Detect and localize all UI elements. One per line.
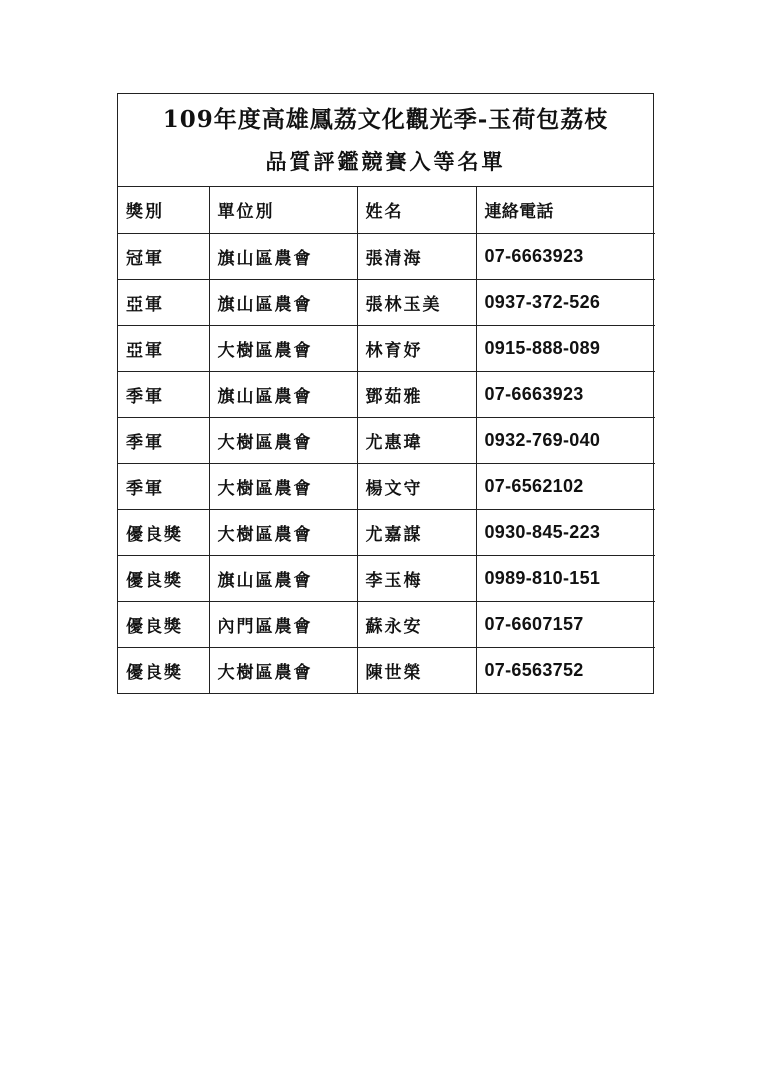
phone-cell: 0915-888-089 <box>476 325 655 371</box>
unit-cell: 大樹區農會 <box>209 647 357 693</box>
header-award-category: 獎別 <box>118 187 209 233</box>
phone-cell: 07-6663923 <box>476 233 655 279</box>
document-title: 109年度高雄鳳荔文化觀光季-玉荷包荔枝 <box>162 106 609 133</box>
unit-cell: 旗山區農會 <box>209 371 357 417</box>
table-row <box>118 647 655 693</box>
header-name: 姓名 <box>357 187 476 233</box>
table-row <box>118 233 655 279</box>
award-category-cell: 亞軍 <box>118 279 209 325</box>
unit-cell: 旗山區農會 <box>209 233 357 279</box>
unit-cell: 大樹區農會 <box>209 417 357 463</box>
award-category-cell: 季軍 <box>118 463 209 509</box>
name-cell: 尤嘉謀 <box>357 509 476 555</box>
table-row <box>118 325 655 371</box>
name-cell: 李玉梅 <box>357 555 476 601</box>
table-header-row <box>118 187 655 233</box>
name-cell: 楊文守 <box>357 463 476 509</box>
table-row <box>118 417 655 463</box>
phone-cell: 07-6563752 <box>484 659 584 680</box>
award-category-cell: 季軍 <box>118 417 209 463</box>
name-cell: 張林玉美 <box>357 279 476 325</box>
unit-cell: 大樹區農會 <box>209 325 357 371</box>
award-category-cell: 亞軍 <box>118 325 209 371</box>
unit-cell: 內門區農會 <box>209 601 357 647</box>
name-cell: 鄧茹雅 <box>357 371 476 417</box>
phone-cell: 0932-769-040 <box>476 417 655 463</box>
award-category-cell: 優良獎 <box>118 555 209 601</box>
unit-cell: 旗山區農會 <box>209 279 357 325</box>
award-category-cell: 優良獎 <box>118 601 209 647</box>
name-cell: 尤惠瑋 <box>357 417 476 463</box>
name-cell: 張清海 <box>357 233 476 279</box>
table-row <box>118 279 655 325</box>
unit-cell: 大樹區農會 <box>209 463 357 509</box>
unit-cell: 旗山區農會 <box>209 555 357 601</box>
document-subtitle: 品質評鑑競賽入等名單 <box>265 149 506 174</box>
phone-cell: 07-6607157 <box>476 601 655 647</box>
phone-cell: 07-6562102 <box>476 463 655 509</box>
award-category-cell: 季軍 <box>118 371 209 417</box>
unit-cell: 大樹區農會 <box>209 509 357 555</box>
phone-cell: 07-6663923 <box>476 371 655 417</box>
phone-cell: 0989-810-151 <box>476 555 655 601</box>
award-table <box>118 187 655 693</box>
name-cell: 蘇永安 <box>357 601 476 647</box>
table-row <box>118 555 655 601</box>
name-cell: 陳世榮 <box>357 647 476 693</box>
table-row <box>118 509 655 555</box>
award-category-cell: 優良獎 <box>118 647 209 693</box>
document-title-block <box>118 94 653 187</box>
table-row <box>118 371 655 417</box>
phone-cell: 0937-372-526 <box>476 279 655 325</box>
header-unit: 單位別 <box>209 187 357 233</box>
header-contact-phone: 連絡電話 <box>476 187 655 233</box>
name-cell: 林育妤 <box>357 325 476 371</box>
award-category-cell: 優良獎 <box>118 509 209 555</box>
table-row <box>118 601 655 647</box>
phone-cell: 0930-845-223 <box>476 509 655 555</box>
award-category-cell: 冠軍 <box>118 233 209 279</box>
table-row <box>118 463 655 509</box>
award-list-sheet <box>117 93 654 694</box>
